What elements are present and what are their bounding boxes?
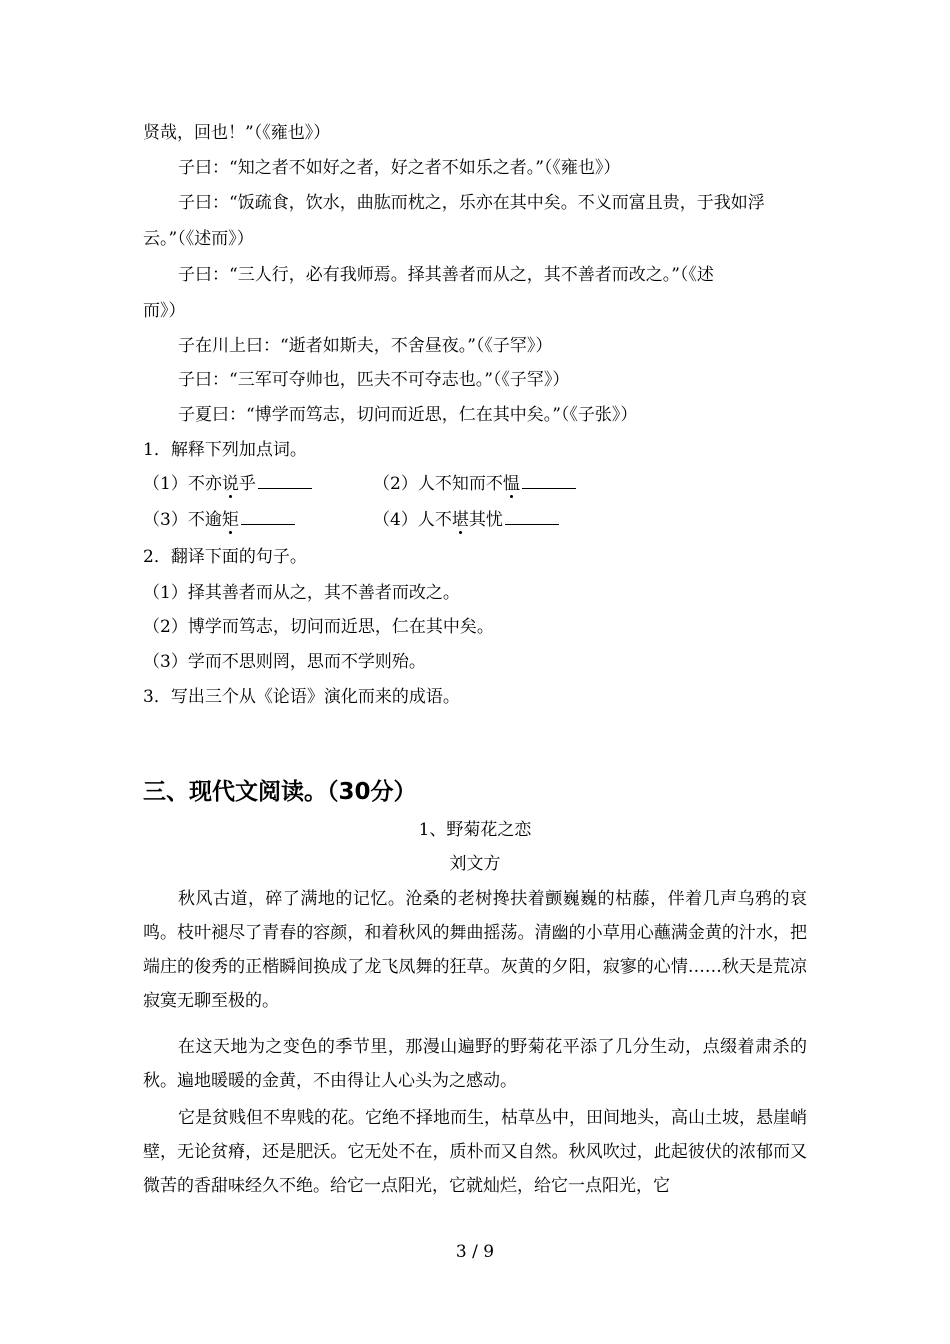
article-paragraph: 在这天地为之变色的季节里，那漫山遍野的野菊花平添了几分生动，点缀着肃杀的秋。遍地暖暖的金黄，不由得让人心头为之感动。: [143, 1037, 807, 1091]
answer-blank[interactable]: [505, 509, 559, 525]
quote-line: 子曰：“三人行，必有我师焉。择其善者而从之，其不善者而改之。”（《述: [178, 265, 714, 285]
question-3-title: 3．写出三个从《论语》演化而来的成语。: [143, 687, 460, 707]
quote-line: 子曰：“饭疏食，饮水，曲肱而枕之，乐亦在其中矣。不义而富且贵，于我如浮: [178, 193, 765, 213]
article-author: 刘文方: [449, 854, 501, 874]
quote-line: 子曰：“三军可夺帅也，匹夫不可夺志也。”（《子罕》）: [178, 370, 570, 390]
question-1-item: （1）不亦说乎 （2）人不知而不愠: [143, 467, 813, 501]
question-2-title: 2．翻译下面的句子。: [143, 547, 307, 567]
quote-line: 云。”（《述而》）: [143, 229, 254, 249]
article-title: 1、野菊花之恋: [418, 820, 532, 840]
quote-line: 子夏曰：“博学而笃志，切问而近思，仁在其中矣。”（《子张》）: [178, 405, 638, 425]
question-1-item: （3）不逾矩 （4）人不堪其忧: [143, 503, 813, 537]
answer-blank[interactable]: [522, 473, 576, 489]
quote-line: 子在川上曰：“逝者如斯夫，不舍昼夜。”（《子罕》）: [178, 336, 553, 356]
quote-line: 而》）: [143, 301, 186, 321]
answer-blank[interactable]: [241, 509, 295, 525]
answer-blank[interactable]: [258, 473, 312, 489]
question-2-item: （2）博学而笃志，切问而近思，仁在其中矣。: [143, 617, 494, 637]
question-2-item: （3）学而不思则罔，思而不学则殆。: [143, 652, 426, 672]
page-number: 3 / 9: [455, 1242, 495, 1262]
quote-line: 贤哉，回也！”（《雍也》）: [143, 123, 331, 143]
question-1-title: 1．解释下列加点词。: [143, 440, 307, 460]
article-paragraph: 秋风古道，碎了满地的记忆。沧桑的老树搀扶着颤巍巍的枯藤，伴着几声乌鸦的哀鸣。枝叶褪尽了青春的容颜，和着秋风的舞曲摇荡。清幽的小草用心蘸满金黄的汁水，把端庄的俊秀的正楷瞬间换成了龙飞凤舞的狂草。灰黄的夕阳，寂寥的心情……秋天是荒凉寂寞无聊至极的。: [143, 889, 807, 1011]
article-paragraph: 它是贫贱但不卑贱的花。它绝不择地而生，枯草丛中，田间地头，高山土坡，悬崖峭壁，无论贫瘠，还是肥沃。它无处不在，质朴而又自然。秋风吹过，此起彼伏的浓郁而又微苦的香甜味经久不绝。给它一点阳光，它就灿烂，给它一点阳光，它: [143, 1108, 807, 1196]
quote-line: 子曰：“知之者不如好之者，好之者不如乐之者。”（《雍也》）: [178, 158, 621, 178]
section-heading: 三、现代文阅读。（30分）: [143, 779, 417, 805]
question-2-item: （1）择其善者而从之，其不善者而改之。: [143, 583, 460, 603]
